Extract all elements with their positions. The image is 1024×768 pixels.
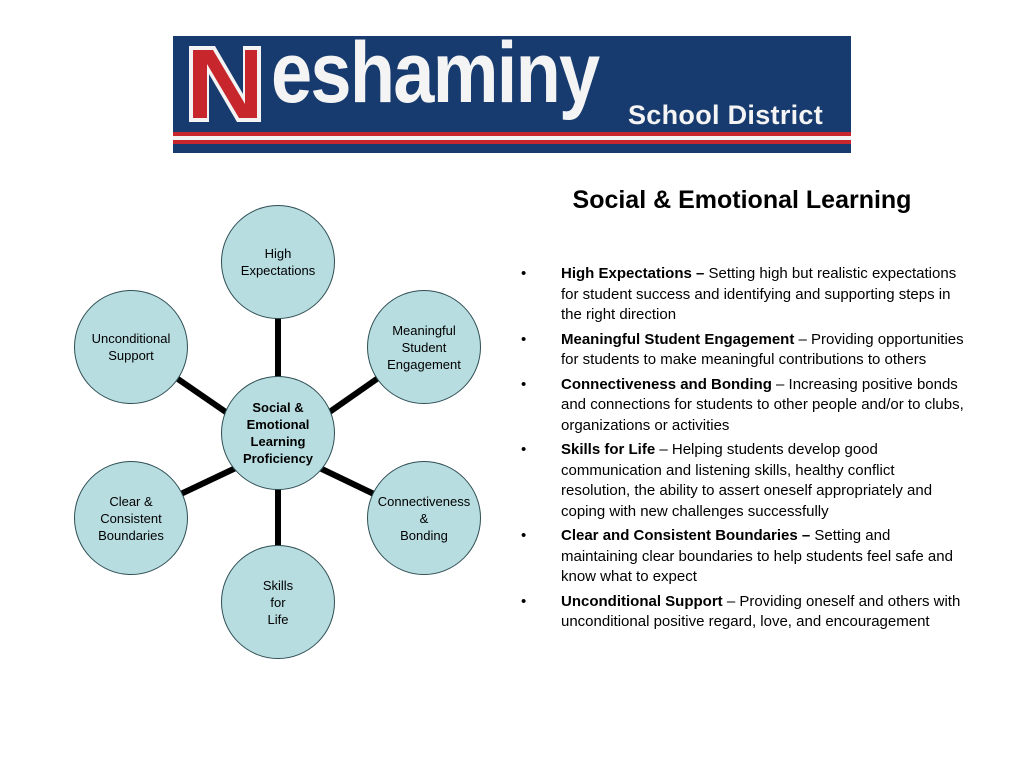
bullet-marker: •	[521, 592, 527, 610]
bullet-description: – Providing opportunities for students to make meaningful contributions to others	[561, 330, 964, 368]
definitions-list	[518, 264, 966, 637]
bullet-description: Setting high but realistic expectations for student success and identifying and supporting steps in the right direction	[561, 265, 957, 323]
bullet-description: Setting and maintaining clear boundaries to help students feel safe and know what to expect	[561, 527, 953, 585]
node-label: Skills for Life	[262, 577, 294, 627]
page-title: Social & Emotional Learning	[572, 186, 912, 214]
bullet-term: Clear and Consistent Boundaries –	[561, 527, 811, 544]
node-label: High Expectations	[240, 246, 316, 278]
bullet-term: Skills for Life	[561, 441, 656, 458]
bullet-term: Unconditional Support	[561, 592, 723, 610]
bullet-marker: •	[521, 441, 527, 458]
list-item	[518, 375, 966, 437]
node-label: Social & Emotional Learning Proficiency	[242, 400, 314, 466]
node-high-expectations	[221, 205, 335, 319]
bullet-term: High Expectations –	[561, 265, 705, 282]
node-meaningful-engagement	[367, 290, 481, 404]
bullet-marker: •	[521, 265, 527, 282]
list-item	[518, 526, 966, 588]
list-item	[518, 440, 966, 522]
list-item	[518, 592, 966, 633]
bullet-term: Connectiveness and Bonding	[561, 375, 772, 393]
bullet-description: – Increasing positive bonds and connections for students to other people and/or to clubs, organizations or activities	[561, 375, 964, 434]
node-center-sel-proficiency	[221, 376, 335, 490]
bullet-marker: •	[521, 527, 527, 544]
bullet-marker: •	[521, 375, 527, 393]
list-item	[518, 264, 966, 326]
bullet-term: Meaningful Student Engagement	[561, 330, 795, 348]
district-logo-banner	[173, 36, 851, 153]
node-label: Clear & Consistent Boundaries	[98, 493, 164, 543]
logo-n-emblem	[185, 42, 265, 126]
logo-subtitle: School District	[628, 100, 824, 130]
node-skills-for-life	[221, 545, 335, 659]
bullet-description: – Providing oneself and others with unconditional positive regard, love, and encouragement	[561, 592, 961, 630]
logo-stripe	[173, 144, 851, 153]
logo-wordmark: eshaminy	[271, 36, 599, 121]
node-clear-boundaries	[74, 461, 188, 575]
node-label: Unconditional Support	[91, 331, 171, 363]
list-item	[518, 330, 966, 371]
bullet-description: – Helping students develop good communication and listening skills, healthy conflict resolution, the ability to assert oneself appropriately and coping with new challenges successfully	[561, 441, 933, 520]
node-label: Connectiveness & Bonding	[377, 493, 471, 543]
node-unconditional-support	[74, 290, 188, 404]
bullet-marker: •	[521, 330, 527, 348]
sel-hub-diagram	[70, 200, 490, 670]
node-label: Meaningful Student Engagement	[387, 322, 461, 372]
node-connectiveness	[367, 461, 481, 575]
